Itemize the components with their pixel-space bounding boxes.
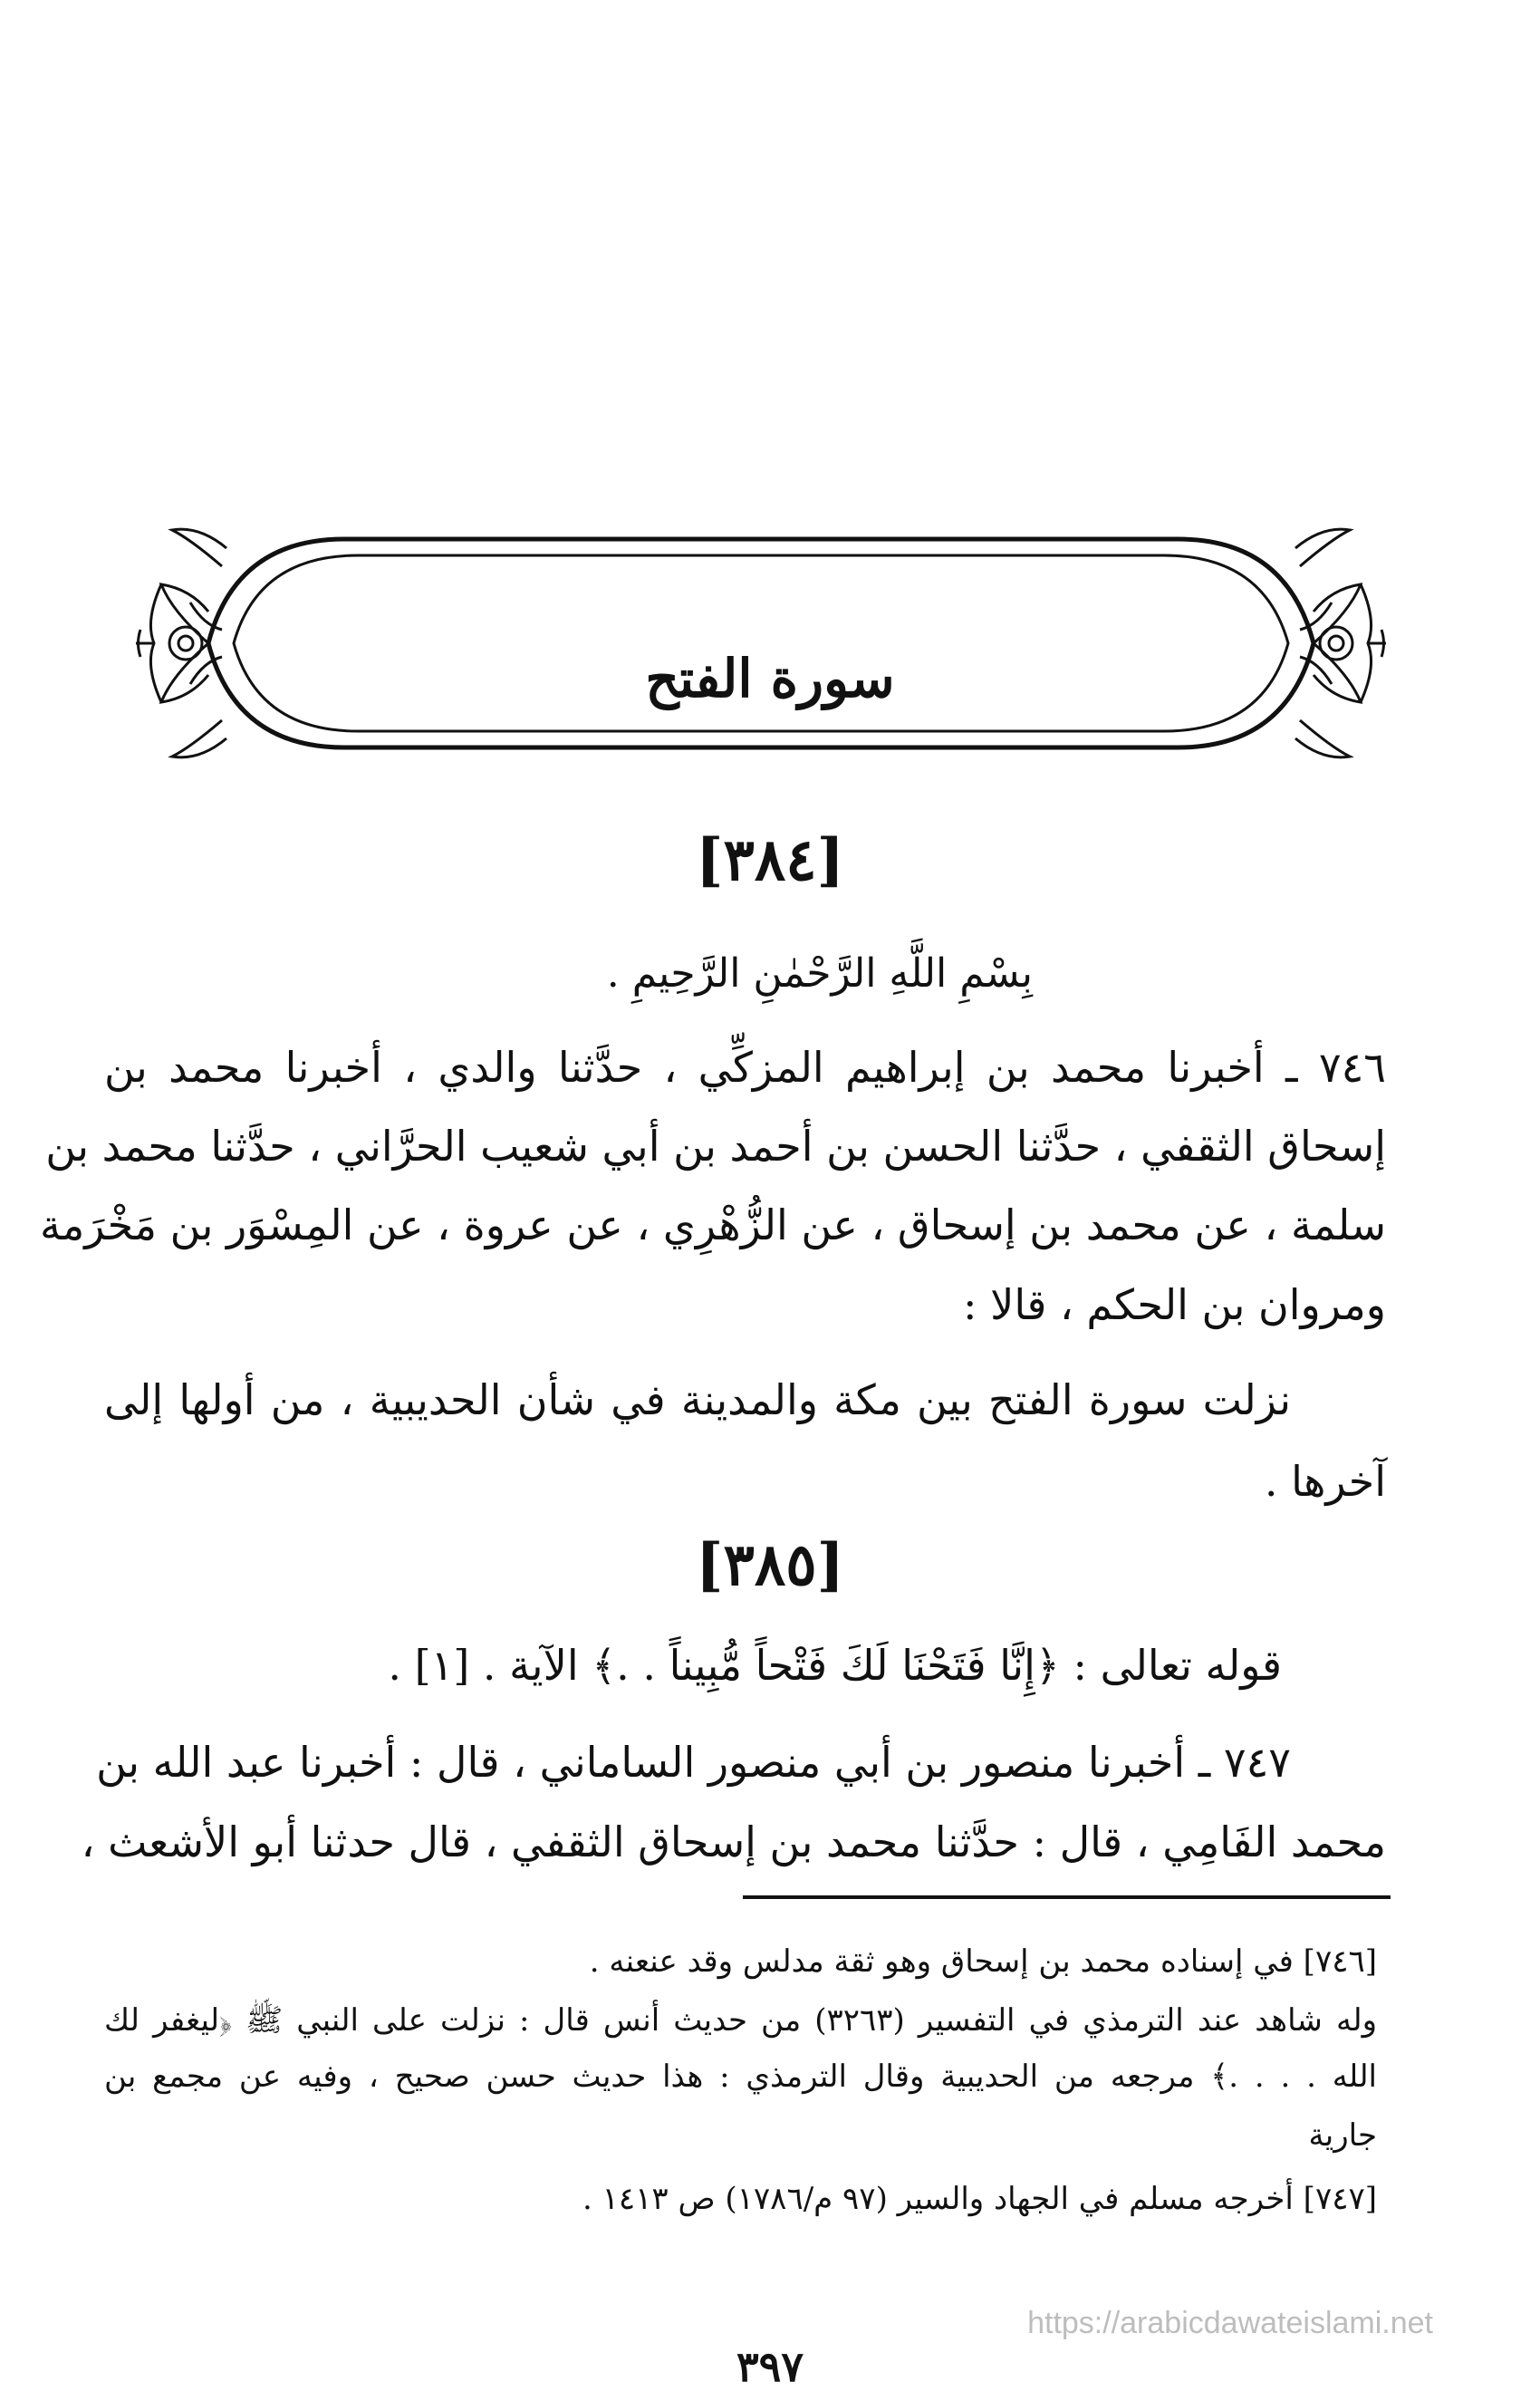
verse-quote: قوله تعالى : ﴿إِنَّا فَتَحْنَا لَكَ فَتْحاً مُّبِيناً . .﴾ الآية . [١] . <box>388 1641 1282 1690</box>
left-arabesque-ornament <box>136 529 226 757</box>
footnote-746-line-3: الله . . . .﴾ مرجعه من الحديبية وقال الترمذي : هذا حديث حسن صحيح ، وفيه عن مجمع بن <box>104 2058 1377 2095</box>
section-number-385: [٣٨٥] <box>696 1531 844 1599</box>
hadith-746-line-3: سلمة ، عن محمد بن إسحاق ، عن الزُّهْرِي ، عن عروة ، عن المِسْوَر بن مَخْرَمة <box>39 1200 1386 1249</box>
hadith-746-line-1: ٧٤٦ ـ أخبرنا محمد بن إبراهيم المزكِّي ، حدَّثنا والدي ، أخبرنا محمد بن <box>104 1043 1386 1092</box>
hadith-747-line-2: محمد الفَامِي ، قال : حدَّثنا محمد بن إسحاق الثقفي ، قال حدثنا أبو الأشعث ، <box>81 1817 1386 1866</box>
footnote-separator <box>743 1895 1391 1899</box>
footnote-746-line-2: وله شاهد عند الترمذي في التفسير (٣٢٦٣) من حديث أنس قال : نزلت على النبي ﷺ ﴿ليغفر لك <box>104 2002 1377 2039</box>
surah-title-ornamental-frame <box>136 503 1386 784</box>
surah-title: سورة الفتح <box>645 648 895 709</box>
footnote-747: [٧٤٧] أخرجه مسلم في الجهاد والسير (٩٧ م/١٧٨٦) ص ١٤١٣ . <box>582 2181 1377 2217</box>
hadith-747-line-1: ٧٤٧ ـ أخبرنا منصور بن أبي منصور الساماني ، قال : أخبرنا عبد الله بن <box>96 1738 1291 1787</box>
hadith-746-line-4: ومروان بن الحكم ، قالا : <box>962 1280 1386 1329</box>
hadith-746-text-line-1: نزلت سورة الفتح بين مكة والمدينة في شأن الحديبية ، من أولها إلى <box>104 1375 1291 1424</box>
section-number-384: [٣٨٤] <box>696 826 844 894</box>
right-arabesque-ornament <box>1295 529 1386 757</box>
watermark-url: https://arabicdawateislami.net <box>1027 2306 1433 2340</box>
footnote-746-line-4: جارية <box>1308 2117 1377 2154</box>
basmala: بِسْمِ اللَّهِ الرَّحْمٰنِ الرَّحِيمِ . <box>606 950 1033 997</box>
hadith-746-line-2: إسحاق الثقفي ، حدَّثنا الحسن بن أحمد بن أبي شعيب الحرَّاني ، حدَّثنا محمد بن <box>45 1122 1386 1171</box>
page-number: ٣٩٧ <box>736 2342 804 2391</box>
hadith-746-text-line-2: آخرها . <box>1264 1457 1386 1506</box>
footnote-746: [٧٤٦] في إسناده محمد بن إسحاق وهو ثقة مدلس وقد عنعنه . <box>589 1943 1377 1980</box>
